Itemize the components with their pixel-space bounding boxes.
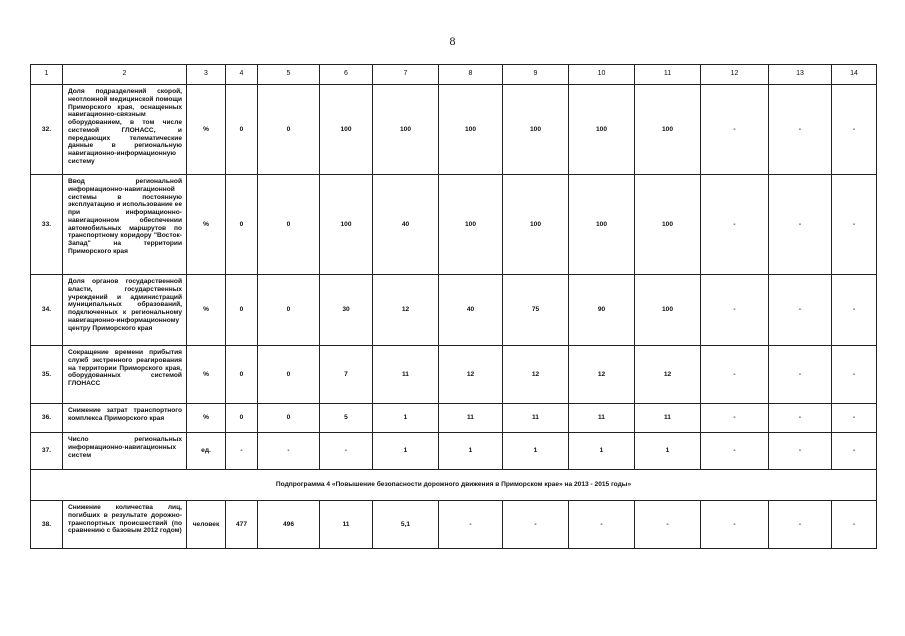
value-cell: 100 [569,85,635,175]
value-cell: - [769,275,832,346]
page-number: 8 [449,34,456,48]
value-cell: - [832,501,877,549]
value-cell: - [769,433,832,470]
value-cell: - [769,175,832,275]
value-cell: 100 [635,85,701,175]
header-cell: 1 [31,65,63,85]
value-cell: - [832,85,877,175]
value-cell: 11 [320,501,373,549]
value-cell: 12 [635,346,701,404]
value-cell: - [226,433,258,470]
indicator-description: Доля органов государственной власти, государственных учреждений и администраций муниципальных образований, подключенных к региональному навигационно-информационному центру Приморского края [63,275,187,346]
indicator-description: Ввод региональной информационно-навигационной системы в постоянную эксплуатацию и использование ее при информационно-навигационном обеспечении автомобильных маршрутов по транспортному коридору "Восток-Запад" на территории Приморского края [63,175,187,275]
value-cell: - [769,85,832,175]
value-cell: 100 [503,85,569,175]
value-cell: 75 [503,275,569,346]
table-row [31,501,877,549]
value-cell: 0 [258,346,320,404]
value-cell: 12 [503,346,569,404]
value-cell: 30 [320,275,373,346]
row-number: 35. [31,346,63,404]
header-row [31,65,877,85]
header-cell: 12 [701,65,769,85]
value-cell: - [832,346,877,404]
value-cell: 0 [258,85,320,175]
value-cell: 0 [226,346,258,404]
value-cell: - [320,433,373,470]
header-cell: 4 [226,65,258,85]
unit-cell: ед. [187,433,226,470]
value-cell: 0 [226,404,258,433]
value-cell: 7 [320,346,373,404]
value-cell: 0 [258,275,320,346]
value-cell: 1 [569,433,635,470]
value-cell: - [769,404,832,433]
value-cell: 40 [373,175,439,275]
value-cell: 100 [439,85,503,175]
row-number: 36. [31,404,63,433]
unit-cell: человек [187,501,226,549]
header-cell: 13 [769,65,832,85]
value-cell: 0 [258,404,320,433]
value-cell: - [832,404,877,433]
value-cell: 1 [373,404,439,433]
row-number: 33. [31,175,63,275]
value-cell: - [439,501,503,549]
unit-cell: % [187,175,226,275]
value-cell: 100 [635,175,701,275]
value-cell: 100 [635,275,701,346]
unit-cell: % [187,346,226,404]
value-cell: 11 [439,404,503,433]
indicator-description: Доля подразделений скорой, неотложной медицинской помощи Приморского края, оснащенных навигационно-связным оборудованием, в том числе системой ГЛОНАСС, и передающих телематические данные в региональную навигационно-информационную систему [63,85,187,175]
table-row [31,433,877,470]
value-cell: - [832,433,877,470]
header-cell: 6 [320,65,373,85]
value-cell: - [503,501,569,549]
header-cell: 14 [832,65,877,85]
value-cell: 5 [320,404,373,433]
value-cell: 496 [258,501,320,549]
header-cell: 7 [373,65,439,85]
value-cell: 90 [569,275,635,346]
unit-cell: % [187,404,226,433]
value-cell: - [701,85,769,175]
value-cell: 1 [373,433,439,470]
value-cell: 1 [503,433,569,470]
value-cell: 0 [226,85,258,175]
row-number: 32. [31,85,63,175]
indicator-description: Снижение количества лиц, погибших в результате дорожно-транспортных происшествий (по сравнению с базовым 2012 годом) [63,501,187,549]
value-cell: 100 [439,175,503,275]
row-number: 38. [31,501,63,549]
value-cell: 1 [635,433,701,470]
value-cell: - [701,175,769,275]
subprogram-row [31,470,877,501]
table-row [31,85,877,175]
table-row [31,275,877,346]
value-cell: - [701,346,769,404]
value-cell: 12 [373,275,439,346]
header-cell: 8 [439,65,503,85]
value-cell: 100 [320,85,373,175]
indicator-description: Сокращение времени прибытия служб экстренного реагирования на территории Приморского края, оборудованных системой ГЛОНАСС [63,346,187,404]
header-cell: 10 [569,65,635,85]
header-cell: 11 [635,65,701,85]
value-cell: 0 [226,175,258,275]
unit-cell: % [187,85,226,175]
indicators-table [30,64,877,549]
value-cell: 12 [439,346,503,404]
value-cell: 0 [226,275,258,346]
value-cell: 1 [439,433,503,470]
table-row [31,404,877,433]
value-cell: - [569,501,635,549]
value-cell: - [769,501,832,549]
indicator-description: Снижение затрат транспортного комплекса Приморского края [63,404,187,433]
value-cell: 12 [569,346,635,404]
table-row [31,346,877,404]
value-cell: 100 [320,175,373,275]
value-cell: 0 [258,175,320,275]
header-cell: 3 [187,65,226,85]
value-cell: 5,1 [373,501,439,549]
value-cell: - [701,433,769,470]
indicator-description: Число региональных информационно-навигационных систем [63,433,187,470]
value-cell: - [701,501,769,549]
value-cell: 11 [373,346,439,404]
row-number: 34. [31,275,63,346]
value-cell: 100 [569,175,635,275]
header-cell: 5 [258,65,320,85]
value-cell: 11 [503,404,569,433]
table-row [31,175,877,275]
unit-cell: % [187,275,226,346]
value-cell: - [769,346,832,404]
header-cell: 2 [63,65,187,85]
value-cell: 11 [635,404,701,433]
row-number: 37. [31,433,63,470]
value-cell: 100 [503,175,569,275]
value-cell: - [832,175,877,275]
value-cell: 40 [439,275,503,346]
value-cell: - [258,433,320,470]
value-cell: - [635,501,701,549]
value-cell: 11 [569,404,635,433]
subprogram-title: Подпрограмма 4 «Повышение безопасности дорожного движения в Приморском крае» на 2013 - 2015 годы» [31,470,877,501]
value-cell: 100 [373,85,439,175]
value-cell: - [832,275,877,346]
value-cell: - [701,275,769,346]
value-cell: 477 [226,501,258,549]
header-cell: 9 [503,65,569,85]
value-cell: - [701,404,769,433]
